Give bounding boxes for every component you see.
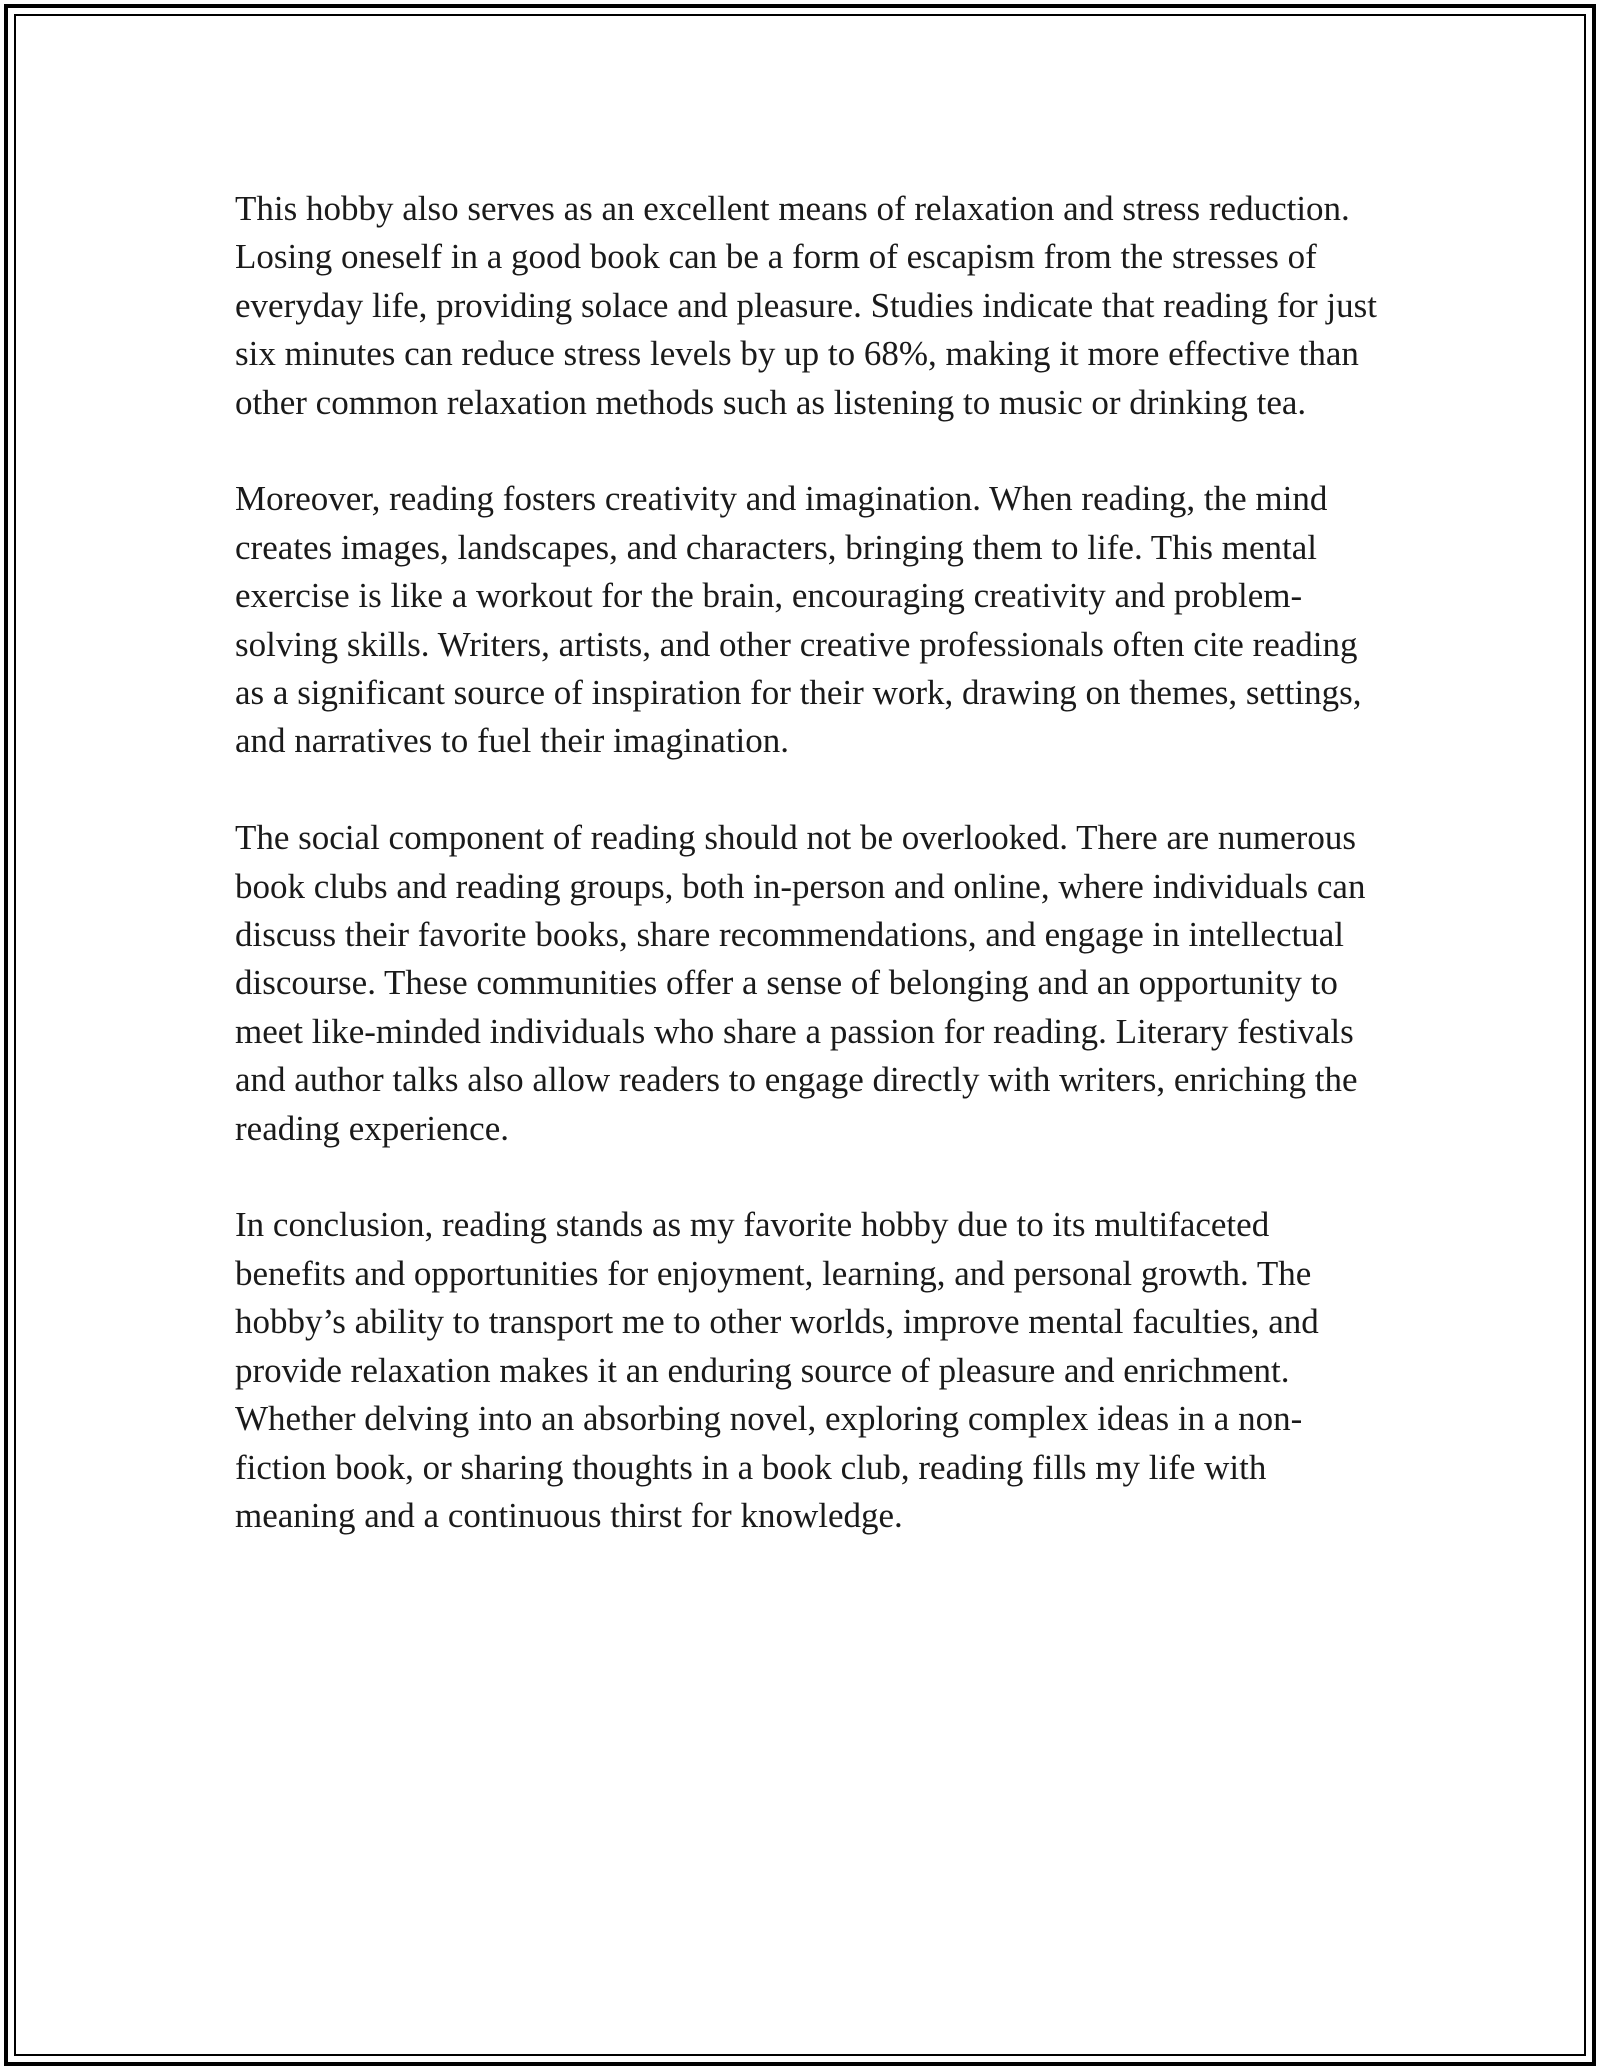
paragraph-relaxation: This hobby also serves as an excellent means of relaxation and stress reduction. Losing oneself in a good book can be a form of escapism from the stresses of everyday life, providing solace and pleasure. Studies indicate that reading for just six minutes can reduce stress levels by up to 68%, making it more effective than other common relaxation methods such as listening to music or drinking tea. bbox=[235, 189, 1377, 422]
paragraph-conclusion: In conclusion, reading stands as my favorite hobby due to its multifaceted benefits and opportunities for enjoyment, learning, and personal growth. The hobby’s ability to transport me to other worlds, improve mental faculties, and provide relaxation makes it an enduring source of pleasure and enrichment. Whether delving into an absorbing novel, exploring complex ideas in a non-fiction book, or sharing thoughts in a book club, reading fills my life with meaning and a continuous thirst for knowledge. bbox=[235, 1205, 1319, 1535]
paragraph-social: The social component of reading should not be overlooked. There are numerous book clubs and reading groups, both in-person and online, where individuals can discuss their favorite books, share recommendations, and engage in intellectual discourse. These communities offer a sense of belonging and an opportunity to meet like-minded individuals who share a passion for reading. Literary festivals and author talks also allow readers to engage directly with writers, enriching the reading experience. bbox=[235, 818, 1366, 1148]
paragraph-creativity: Moreover, reading fosters creativity and imagination. When reading, the mind creates images, landscapes, and characters, bringing them to life. This mental exercise is like a workout for the brain, encouraging creativity and problem-solving skills. Writers, artists, and other creative professionals often cite reading as a significant source of inspiration for their work, drawing on themes, settings, and narratives to fuel their imagination. bbox=[235, 479, 1362, 761]
document-body bbox=[235, 185, 1385, 1589]
